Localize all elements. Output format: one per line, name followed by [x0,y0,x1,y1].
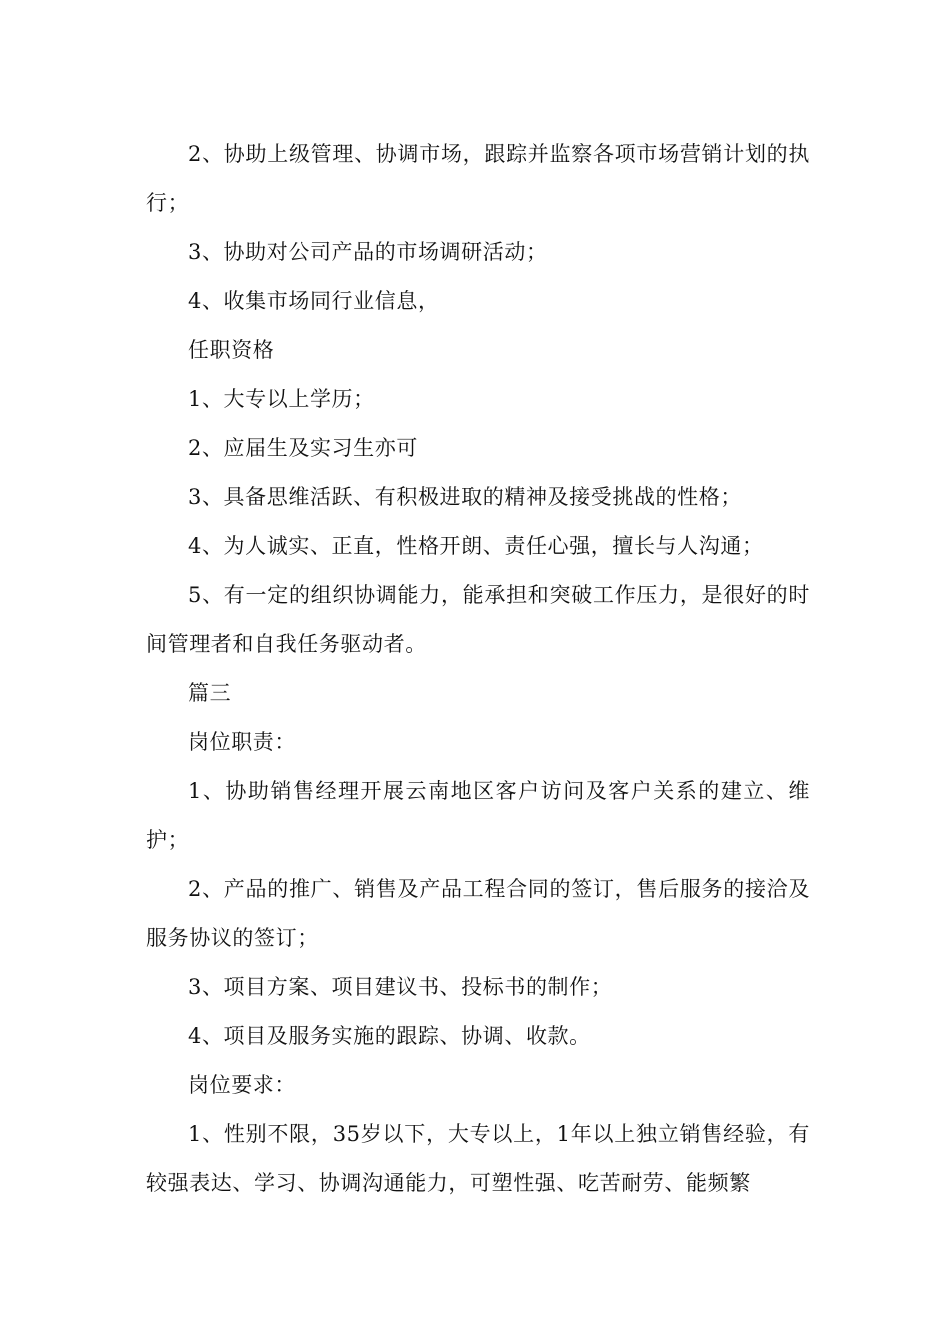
paragraph: 5、有一定的组织协调能力，能承担和突破工作压力，是很好的时间管理者和自我任务驱动者。 [146,583,810,656]
paragraph: 4、收集市场同行业信息， [188,289,440,313]
section-heading: 任职资格 [188,338,275,362]
paragraph: 1、性别不限，35岁以下，大专以上，1年以上独立销售经验，有较强表达、学习、协调沟通能力，可塑性强、吃苦耐劳、能频繁 [146,1122,810,1195]
paragraph: 1、协助销售经理开展云南地区客户访问及客户关系的建立、维护； [146,779,810,852]
section-heading: 岗位职责： [188,730,296,754]
section-heading: 篇三 [188,681,232,705]
paragraph: 3、具备思维活跃、有积极进取的精神及接受挑战的性格； [188,485,742,509]
paragraph: 4、为人诚实、正直，性格开朗、责任心强，擅长与人沟通； [188,534,764,558]
paragraph: 2、产品的推广、销售及产品工程合同的签订，售后服务的接洽及服务协议的签订； [146,877,810,950]
paragraph: 1、大专以上学历； [188,387,375,411]
section-heading: 岗位要求： [188,1073,296,1097]
paragraph: 2、应届生及实习生亦可 [188,436,418,460]
paragraph: 4、项目及服务实施的跟踪、协调、收款。 [188,1024,591,1048]
paragraph: 3、协助对公司产品的市场调研活动； [188,240,548,264]
paragraph: 2、协助上级管理、协调市场，跟踪并监察各项市场营销计划的执行； [146,142,810,215]
paragraph: 3、项目方案、项目建议书、投标书的制作； [188,975,613,999]
document-body [146,130,810,1208]
